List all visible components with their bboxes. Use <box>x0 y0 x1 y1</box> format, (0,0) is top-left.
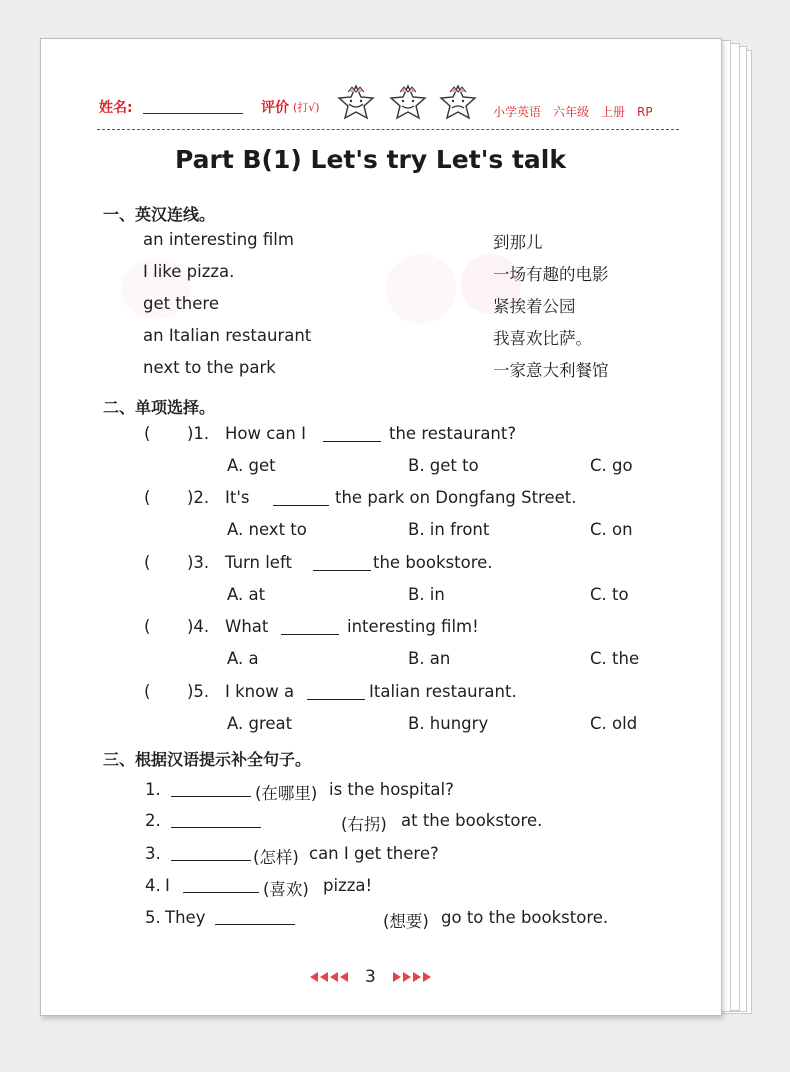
option-a[interactable]: A. at <box>227 585 266 604</box>
option-c[interactable]: C. on <box>590 520 633 539</box>
option-a[interactable]: A. a <box>227 649 259 668</box>
match-english-1: an interesting film <box>143 230 294 249</box>
answer-blank[interactable] <box>154 681 184 703</box>
answer-paren: ( <box>144 553 151 572</box>
fill-blank[interactable] <box>323 441 381 442</box>
name-input-line[interactable] <box>143 113 243 114</box>
page-title: Part B(1) Let's try Let's talk <box>175 145 566 174</box>
question-text: How can I <box>225 424 306 443</box>
bleed-through-texture <box>386 254 456 324</box>
fill-blank[interactable] <box>313 570 371 571</box>
option-b[interactable]: B. in front <box>408 520 490 539</box>
question-text: Italian restaurant. <box>369 682 517 701</box>
match-chinese-5: 一家意大利餐馆 <box>493 361 609 380</box>
section1-heading: 一、英汉连线。 <box>103 205 216 224</box>
answer-paren: ( <box>144 682 151 701</box>
fill-blank[interactable] <box>215 924 295 925</box>
match-chinese-4: 我喜欢比萨。 <box>493 329 592 348</box>
sentence-number: 5. <box>145 908 161 927</box>
option-b[interactable]: B. hungry <box>408 714 489 733</box>
fill-blank[interactable] <box>171 860 251 861</box>
question-text: It's <box>225 488 250 507</box>
match-chinese-2: 一场有趣的电影 <box>493 265 609 284</box>
question-number: )5. <box>187 682 210 701</box>
match-english-2: I like pizza. <box>143 262 235 281</box>
fill-blank[interactable] <box>273 505 329 506</box>
answer-paren: ( <box>144 617 151 636</box>
option-a[interactable]: A. great <box>227 714 293 733</box>
match-english-4: an Italian restaurant <box>143 326 312 345</box>
page-footer <box>309 966 432 988</box>
option-c[interactable]: C. to <box>590 585 629 604</box>
sentence-text: They <box>165 908 206 927</box>
page-number: 3 <box>365 967 376 987</box>
chinese-hint: (怎样) <box>253 848 299 867</box>
fill-blank[interactable] <box>183 892 259 893</box>
answer-blank[interactable] <box>154 423 184 445</box>
question-text: the park on Dongfang Street. <box>335 488 577 507</box>
name-label: 姓名: <box>99 100 133 116</box>
option-a[interactable]: A. get <box>227 456 276 475</box>
match-chinese-3: 紧挨着公园 <box>493 297 576 316</box>
option-b[interactable]: B. get to <box>408 456 479 475</box>
section3-heading: 三、根据汉语提示补全句子。 <box>103 750 312 769</box>
fill-blank[interactable] <box>307 699 365 700</box>
prev-arrows-icon <box>309 972 349 982</box>
worksheet-page <box>40 38 722 1016</box>
answer-paren: ( <box>144 424 151 443</box>
option-c[interactable]: C. old <box>590 714 638 733</box>
rating-hint: (打√) <box>293 101 320 114</box>
chinese-hint: (在哪里) <box>255 784 318 803</box>
sentence-text: can I get there? <box>309 844 439 863</box>
answer-paren: ( <box>144 488 151 507</box>
option-c[interactable]: C. the <box>590 649 640 668</box>
sentence-number: 3. <box>145 844 161 863</box>
answer-blank[interactable] <box>154 616 184 638</box>
sentence-number: 1. <box>145 780 161 799</box>
option-b[interactable]: B. an <box>408 649 451 668</box>
option-c[interactable]: C. go <box>590 456 633 475</box>
sentence-text: I <box>165 876 170 895</box>
question-text: Turn left <box>225 553 292 572</box>
next-arrows-icon <box>392 972 432 982</box>
option-b[interactable]: B. in <box>408 585 445 604</box>
match-english-3: get there <box>143 294 219 313</box>
rating-star-icon[interactable] <box>439 84 477 120</box>
question-text: the restaurant? <box>389 424 517 443</box>
rating-star-icon[interactable] <box>389 84 427 120</box>
rating-label: 评价 <box>261 100 289 116</box>
answer-blank[interactable] <box>154 487 184 509</box>
sentence-text: go to the bookstore. <box>441 908 609 927</box>
question-text: What <box>225 617 269 636</box>
header-divider <box>97 129 679 130</box>
match-chinese-1: 到那儿 <box>493 233 543 252</box>
fill-blank[interactable] <box>171 827 261 828</box>
question-text: I know a <box>225 682 295 701</box>
sentence-text: at the bookstore. <box>401 811 543 830</box>
chinese-hint: (想要) <box>383 912 429 931</box>
match-english-5: next to the park <box>143 358 276 377</box>
chinese-hint: (右拐) <box>341 815 387 834</box>
fill-blank[interactable] <box>281 634 339 635</box>
chinese-hint: (喜欢) <box>263 880 309 899</box>
fill-blank[interactable] <box>171 796 251 797</box>
question-number: )4. <box>187 617 210 636</box>
question-text: interesting film! <box>347 617 479 636</box>
sentence-text: is the hospital? <box>329 780 454 799</box>
question-number: )2. <box>187 488 210 507</box>
book-info: 小学英语 六年级 上册 RP <box>493 105 653 119</box>
question-text: the bookstore. <box>373 553 493 572</box>
section2-heading: 二、单项选择。 <box>103 398 216 417</box>
rating-star-icon[interactable] <box>337 84 375 120</box>
question-number: )1. <box>187 424 210 443</box>
sentence-number: 2. <box>145 811 161 830</box>
sentence-text: pizza! <box>323 876 373 895</box>
answer-blank[interactable] <box>154 552 184 574</box>
question-number: )3. <box>187 553 210 572</box>
option-a[interactable]: A. next to <box>227 520 307 539</box>
sentence-number: 4. <box>145 876 161 895</box>
